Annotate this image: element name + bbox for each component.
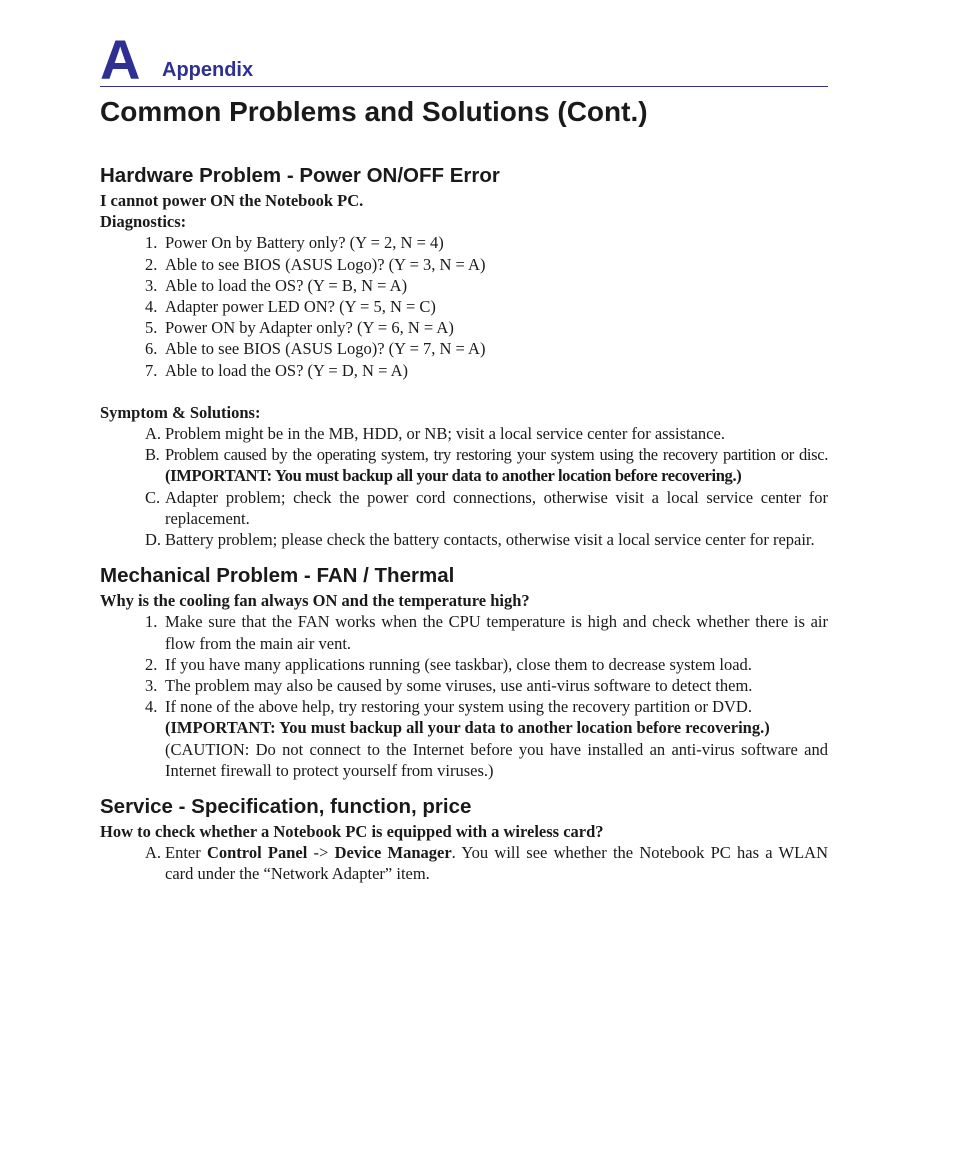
- list-text: The problem may also be caused by some viruses, use anti-virus software to detect them.: [165, 676, 753, 696]
- mechanical-question: Why is the cooling fan always ON and the temperature high?: [100, 591, 530, 611]
- mechanical-section: [100, 562, 828, 781]
- list-item: [145, 444, 828, 486]
- list-marker: A.: [145, 424, 162, 444]
- list-item: [145, 317, 828, 338]
- list-marker: B.: [145, 445, 160, 465]
- list-item: [145, 423, 828, 444]
- list-item: [145, 487, 828, 529]
- chapter-header: [100, 28, 828, 91]
- important-note: (IMPORTANT: You must backup all your data to another location before recovering.): [165, 718, 770, 738]
- control-panel-term: Control Panel: [206, 843, 308, 863]
- list-item: [145, 254, 828, 275]
- list-marker: 1.: [145, 612, 158, 632]
- list-text: If none of the above help, try restoring your system using the recovery partition or DVD.: [165, 697, 752, 717]
- list-text: Able to see BIOS (ASUS Logo)? (Y = 7, N = A): [165, 339, 486, 359]
- list-text: Able to see BIOS (ASUS Logo)? (Y = 3, N = A): [165, 254, 486, 274]
- list-item: [145, 360, 828, 381]
- list-item: [145, 529, 828, 550]
- list-marker: 1.: [145, 233, 158, 253]
- list-text: Battery problem; please check the battery contacts, otherwise visit a local service center for repair.: [165, 530, 815, 550]
- list-marker: A.: [145, 843, 162, 863]
- list-text: Problem caused by the operating system, try restoring your system using the recovery partition or disc.: [165, 445, 828, 465]
- list-item: [145, 275, 828, 296]
- service-heading: Service - Specification, function, price: [100, 795, 472, 819]
- list-marker: 3.: [145, 676, 158, 696]
- important-note: (IMPORTANT: You must backup all your data to another location before recovering.): [165, 466, 742, 486]
- list-text: Power On by Battery only? (Y = 2, N = 4): [165, 233, 444, 253]
- list-text: Enter: [165, 843, 207, 863]
- list-item: [145, 611, 828, 653]
- symptoms-label: Symptom & Solutions:: [100, 402, 261, 422]
- list-marker: 6.: [145, 339, 158, 359]
- list-text: If you have many applications running (see taskbar), close them to decrease system load.: [165, 654, 752, 674]
- list-marker: 4.: [145, 297, 158, 317]
- list-item: [145, 675, 828, 696]
- list-text: Power ON by Adapter only? (Y = 6, N = A): [165, 318, 454, 338]
- service-list: [100, 842, 828, 884]
- list-item: [145, 696, 828, 781]
- list-text: Make sure that the FAN works when the CPU temperature is high and check whether there is air flow from the main air vent.: [165, 612, 828, 653]
- service-section: [100, 793, 828, 885]
- list-marker: 5.: [145, 318, 158, 338]
- page-title: Common Problems and Solutions (Cont.): [100, 96, 648, 127]
- list-marker: 3.: [145, 275, 158, 295]
- list-text: Adapter problem; check the power cord connections, otherwise visit a local service center for replacement.: [165, 487, 828, 528]
- list-text: . You will see whether the Notebook PC has a WLAN card under the “Network Adapter” item.: [165, 843, 828, 884]
- list-item: [145, 296, 828, 317]
- list-text: Able to load the OS? (Y = B, N = A): [165, 275, 408, 295]
- hardware-heading: Hardware Problem - Power ON/OFF Error: [100, 164, 500, 187]
- list-marker: C.: [145, 487, 161, 507]
- list-item: [145, 842, 828, 884]
- caution-note: (CAUTION: Do not connect to the Internet before you have installed an anti-virus software and Internet firewall to protect yourself from viruses.): [165, 739, 828, 780]
- list-marker: 4.: [145, 697, 158, 717]
- list-text: Problem might be in the MB, HDD, or NB; visit a local service center for assistance.: [165, 424, 725, 444]
- list-item: [145, 338, 828, 359]
- list-text: Adapter power LED ON? (Y = 5, N = C): [165, 297, 436, 317]
- service-question: How to check whether a Notebook PC is equipped with a wireless card?: [100, 822, 604, 842]
- list-marker: 7.: [145, 360, 158, 380]
- chapter-letter: A: [100, 28, 139, 91]
- spacer: [100, 381, 828, 402]
- list-item: [145, 654, 828, 675]
- list-marker: D.: [145, 530, 162, 550]
- device-manager-term: Device Manager: [334, 843, 452, 863]
- mechanical-heading: Mechanical Problem - FAN / Thermal: [100, 564, 455, 588]
- solutions-list: [100, 423, 828, 550]
- page-content: [100, 162, 828, 885]
- spacer: [100, 550, 828, 562]
- list-text: Able to load the OS? (Y = D, N = A): [165, 360, 409, 380]
- spacer: [100, 781, 828, 793]
- diagnostics-label: Diagnostics:: [100, 212, 187, 232]
- list-marker: 2.: [145, 254, 158, 274]
- hardware-question: I cannot power ON the Notebook PC.: [100, 191, 364, 210]
- diagnostics-list: [100, 232, 828, 380]
- chapter-name: Appendix: [162, 59, 254, 81]
- list-item: [145, 232, 828, 253]
- fan-steps-list: [100, 611, 828, 781]
- hardware-section: [100, 162, 828, 550]
- arrow-text: ->: [307, 843, 335, 863]
- list-marker: 2.: [145, 654, 158, 674]
